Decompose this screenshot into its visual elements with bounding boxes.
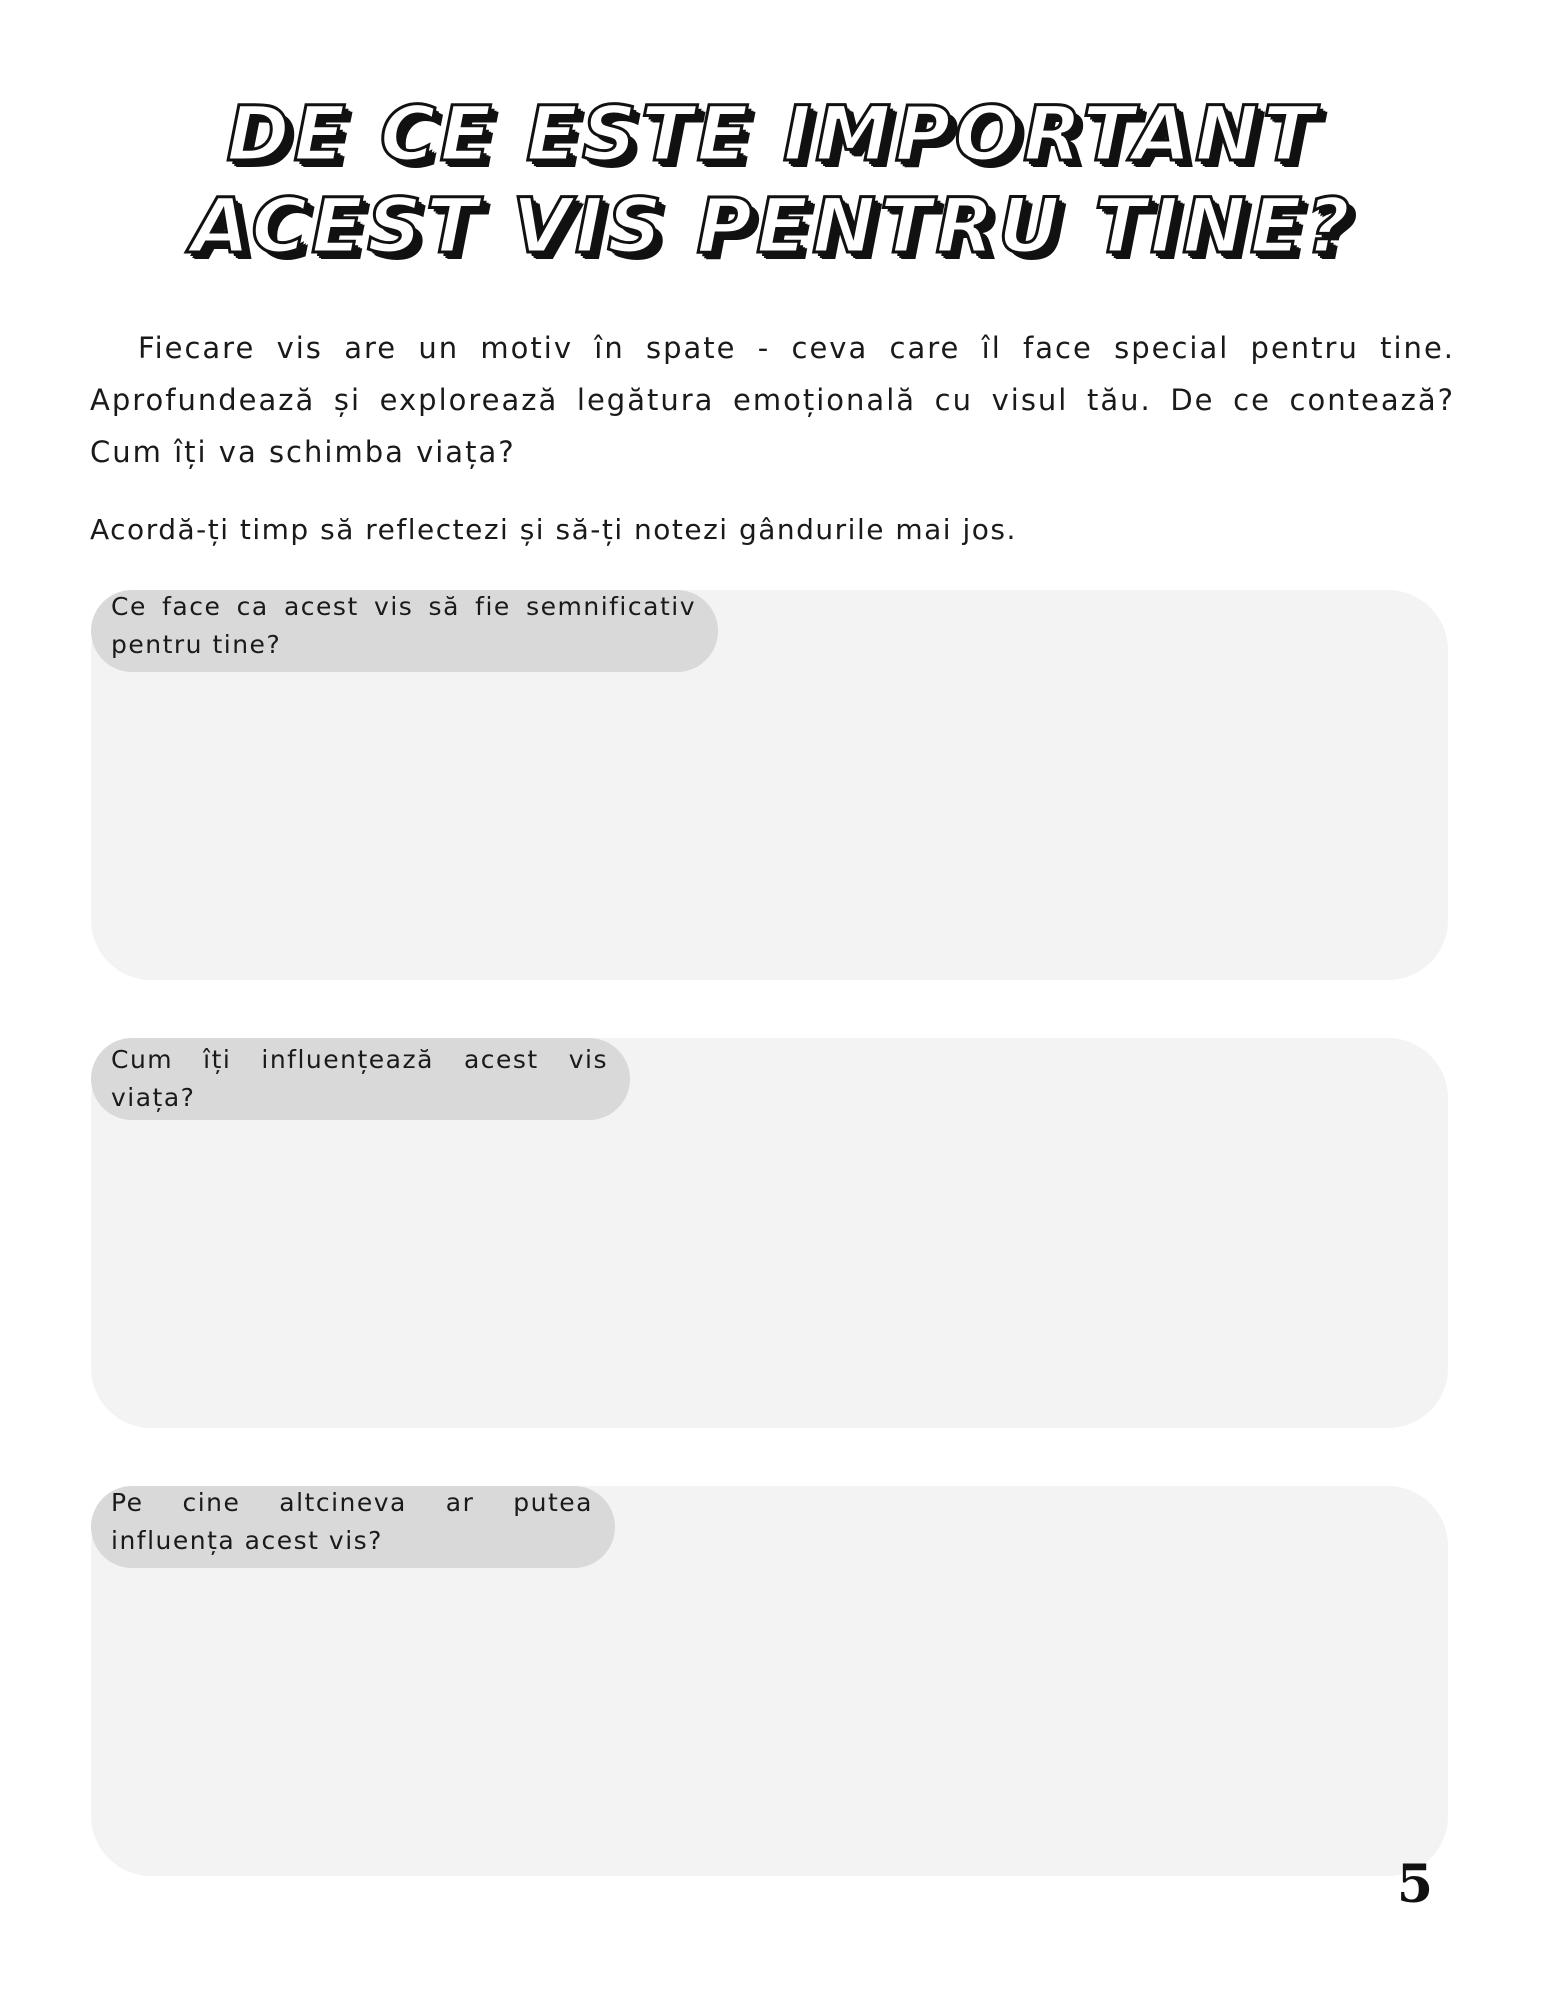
question-text-2: Cum îți influențează acest vis viața? <box>111 1045 608 1112</box>
answer-box-2[interactable] <box>91 1038 1448 1428</box>
question-label-2 <box>91 1038 630 1120</box>
page-title: DE CE ESTE IMPORTANT ACEST VIS PENTRU TINE? <box>191 89 1354 270</box>
instruction-text: Acordă-ți timp să reflectezi și să-ți notezi gândurile mai jos. <box>90 513 1017 546</box>
answer-box-3[interactable] <box>91 1486 1448 1876</box>
page-number: 5 <box>1396 1854 1434 1915</box>
question-text-1: Ce face ca acest vis să fie semnificativ pentru tine? <box>111 592 696 659</box>
question-text-3: Pe cine altcineva ar putea influența acest vis? <box>111 1488 593 1555</box>
question-label-3 <box>91 1486 615 1568</box>
intro-paragraph: Fiecare vis are un motiv în spate - ceva care îl face special pentru tine. Aprofundează și explorează legătura emoțională cu visul tău. De ce contează? Cum îți va schimba viața? <box>90 331 1455 469</box>
answer-box-1[interactable] <box>91 590 1448 980</box>
question-label-1 <box>91 590 718 672</box>
